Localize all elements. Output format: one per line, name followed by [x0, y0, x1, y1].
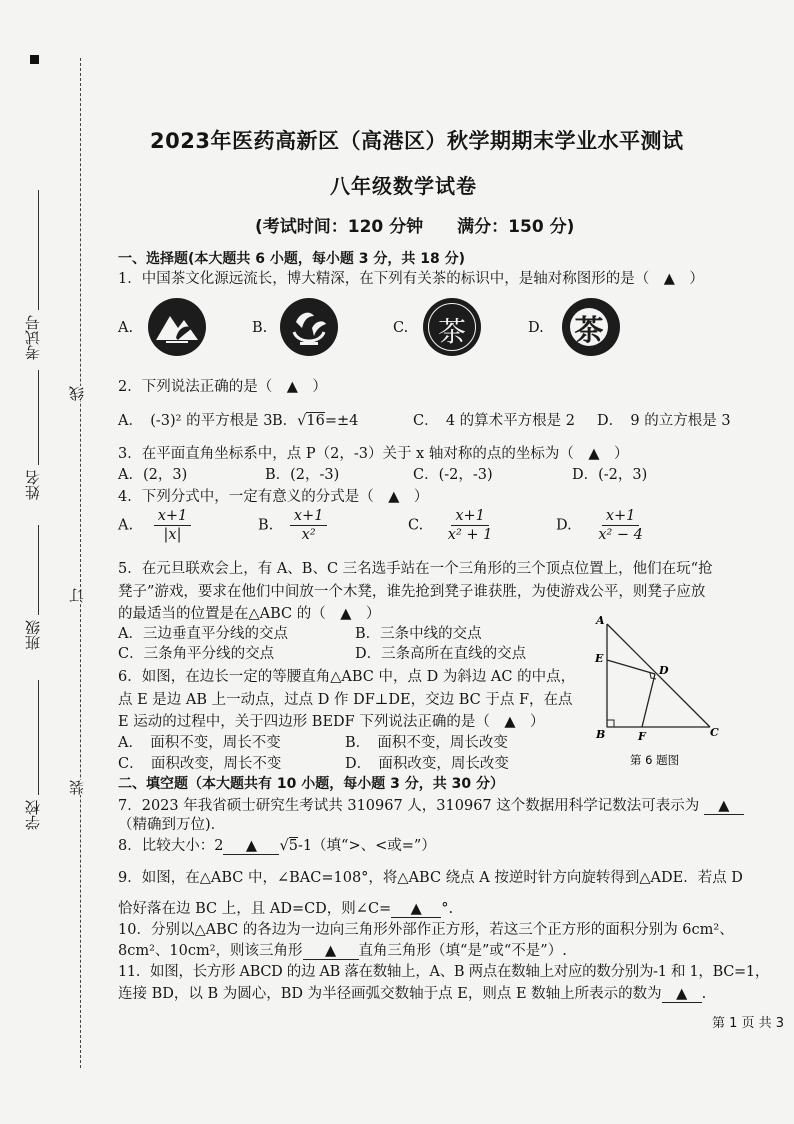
q4-option-a: A. $\frac{x+1}{|x|}$ — [118, 508, 191, 543]
q11-answer-blank[interactable]: ▲ — [662, 986, 702, 1003]
q2-option-c: C． 4 的算术平方根是 2 — [413, 413, 576, 429]
exam-subtitle: 八年级数学试卷 — [330, 174, 477, 198]
q6-option-d: D． 面积改变，周长改变 — [345, 756, 509, 772]
question-5-line-1: 5．在元旦联欢会上，有 A、B、C 三名选手站在一个三角形的三个顶点位置上，他们在玩“抢 — [118, 561, 713, 577]
q7-answer-blank[interactable]: ▲ — [704, 798, 744, 815]
q4-option-c: C. $\frac{x+1}{\text{x² + 1}}$ — [408, 508, 493, 543]
question-1: 1．中国茶文化源远流长，博大精深，在下列有关茶的标识中，是轴对称图形的是（ ▲ ） — [118, 271, 704, 287]
q1-option-c: C. — [393, 320, 409, 336]
question-11-line-2: 连接 BD，以 B 为圆心，BD 为半径画弧交数轴于点 E，则点 E 数轴上所表示的数为 ▲ . — [118, 986, 707, 1002]
q5-option-d: D．三条高所在直线的交点 — [355, 646, 527, 662]
q2-option-b: B．√16=±4 — [272, 413, 359, 429]
fig-point-d: D — [659, 664, 669, 677]
q3-option-d: D．(-2，3) — [572, 467, 648, 483]
section-heading: 一、选择题(本大题共 6 小题，每小题 3 分，共 18 分) — [118, 251, 466, 267]
question-2: 2．下列说法正确的是（ ▲ ） — [118, 379, 327, 395]
q5-option-b: B．三条中线的交点 — [355, 626, 482, 642]
fig-caption: 第 6 题图 — [630, 753, 680, 767]
binding-dashed-line — [80, 58, 81, 1068]
q4-option-b: B. $\frac{x+1}{\text{x²}}$ — [258, 508, 327, 543]
section2-heading: 二、填空题（本大题共有 10 小题，每小题 3 分，共 30 分） — [118, 776, 504, 792]
q3-option-c: C．(-2，-3) — [413, 467, 493, 483]
q6-option-a: A． 面积不变，周长不变 — [118, 735, 281, 751]
binding-xian: 线 — [68, 386, 86, 401]
seat-number-field[interactable] — [38, 190, 39, 310]
question-3: 3．在平面直角坐标系中，点 P（2，-3）关于 x 轴对称的点的坐标为（ ▲ ） — [118, 446, 629, 462]
q4-option-d: D. $\frac{x+1}{\text{x² − 4}}$ — [556, 508, 643, 543]
name-label: 姓名 — [24, 470, 42, 500]
tea-logo-a-image — [148, 298, 206, 356]
question-7-line-1: 7．2023 年我省硕士研究生考试共 310967 人，310967 这个数据用科学记数法可表示为 ▲ — [118, 794, 744, 815]
q1-option-d: D. — [528, 320, 544, 336]
binding-ding: 订 — [68, 588, 86, 603]
q2-option-d: D． 9 的立方根是 3 — [597, 413, 731, 429]
exam-title: 2023年医药高新区（高港区）秋学期期末学业水平测试 — [150, 129, 684, 153]
question-6-line-2: 点 E 是边 AB 上一动点，过点 D 作 DF⊥DE，交边 BC 于点 F，在点 — [118, 692, 573, 708]
fig-point-c: C — [710, 726, 719, 739]
q8-answer-blank[interactable]: ▲ — [223, 838, 279, 855]
question-9-line-1: 9．如图，在△ABC 中，∠BAC=108°，将△ABC 绕点 A 按逆时针方向旋转得到△ADE．若点 D — [118, 870, 743, 886]
question-5-line-3: 的最适当的位置是在△ABC 的（ ▲ ） — [118, 606, 381, 622]
q6-figure — [585, 612, 745, 772]
q1-option-a: A. — [118, 320, 134, 336]
q5-option-a: A．三边垂直平分线的交点 — [118, 626, 288, 642]
q6-option-c: C． 面积改变，周长不变 — [118, 756, 282, 772]
q10-answer-blank[interactable]: ▲ — [303, 943, 359, 960]
corner-mark — [30, 55, 39, 64]
q3-option-a: A．(2，3) — [118, 467, 188, 483]
tea-logo-b-image — [280, 298, 338, 356]
binding-zhuang: 装 — [68, 780, 86, 795]
question-7-line-2: （精确到万位)． — [118, 817, 226, 833]
fig-point-f: F — [638, 730, 646, 743]
fig-point-e: E — [595, 652, 604, 665]
question-11-line-1: 11．如图，长方形 ABCD 的边 AB 落在数轴上，A、B 两点在数轴上对应的数分别为-1 和 1，BC=1， — [118, 964, 770, 980]
question-5-line-2: 凳子”游戏，要求在他们中间放一个木凳，谁先抢到凳子谁获胜，为使游戏公平，则凳子应放 — [118, 584, 706, 600]
school-field[interactable] — [38, 680, 39, 795]
q3-option-b: B．(2，-3) — [265, 467, 340, 483]
question-9-line-2: 恰好落在边 BC 上，且 AD=CD，则∠C= ▲ °. — [118, 901, 454, 917]
tea-logo-c-image: 茶 — [423, 298, 481, 356]
q9-answer-blank[interactable]: ▲ — [391, 901, 441, 918]
tea-logo-d-image: 茶 — [562, 298, 620, 356]
name-field[interactable] — [38, 370, 39, 465]
class-field[interactable] — [38, 525, 39, 615]
question-6-line-3: E 运动的过程中，关于四边形 BEDF 下列说法正确的是（ ▲ ） — [118, 714, 545, 730]
q6-option-b: B． 面积不变，周长改变 — [345, 735, 508, 751]
question-8: 8．比较大小：2 ▲ √5-1（填“>、<或=”） — [118, 838, 436, 854]
q1-option-b: B. — [252, 320, 268, 336]
page-number: 第 1 页 共 3 — [712, 1016, 785, 1031]
q2-option-a: A． (-3)² 的平方根是 3 — [118, 413, 273, 429]
q5-option-c: C．三条角平分线的交点 — [118, 646, 275, 662]
seat-number-label: 考试号 — [24, 315, 42, 360]
question-4: 4．下列分式中，一定有意义的分式是（ ▲ ） — [118, 489, 429, 505]
school-label: 学校 — [24, 800, 42, 830]
question-10-line-1: 10．分别以△ABC 的各边为一边向三角形外部作正方形，若这三个正方形的面积分别为 6cm²、 — [118, 922, 734, 938]
question-10-line-2: 8cm²、10cm²，则该三角形 ▲ 直角三角形（填“是”或“不是”）. — [118, 943, 567, 959]
question-6-line-1: 6．如图，在边长一定的等腰直角△ABC 中，点 D 为斜边 AC 的中点， — [118, 669, 576, 685]
exam-meta: (考试时间：120 分钟 满分：150 分) — [255, 217, 575, 237]
fig-point-b: B — [596, 728, 606, 741]
fig-point-a: A — [596, 614, 605, 627]
class-label: 班级 — [24, 620, 42, 650]
